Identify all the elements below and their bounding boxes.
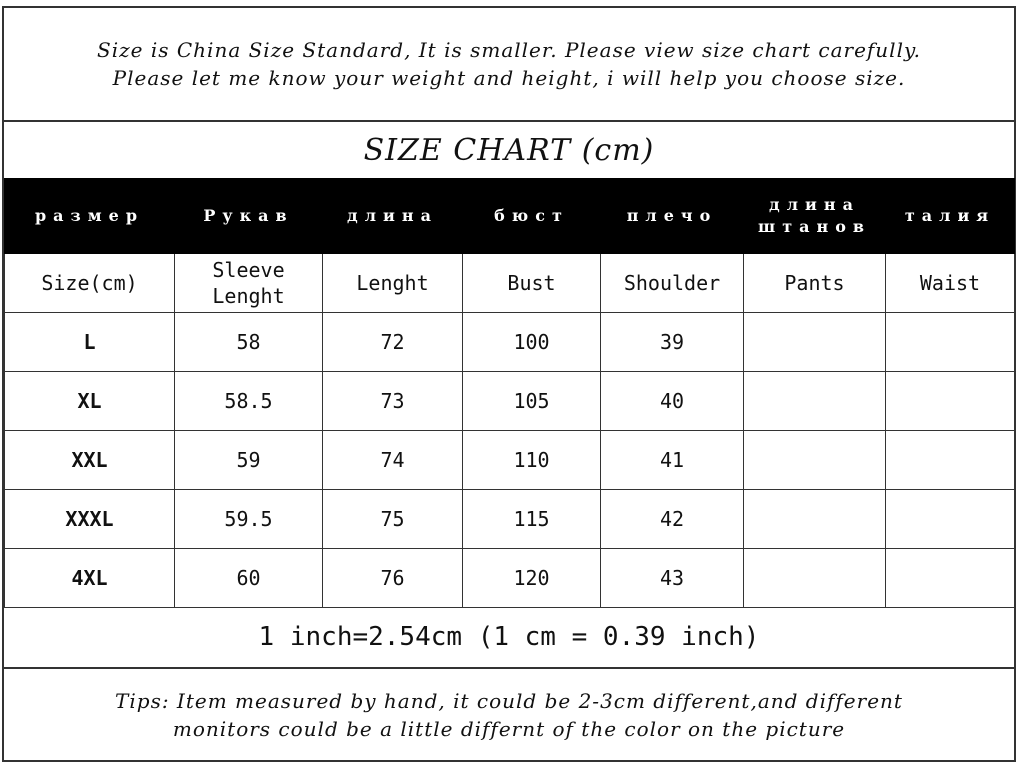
en-header-size: Size(cm) (5, 254, 175, 313)
en-header-bust: Bust (463, 254, 601, 313)
sleeve-cell: 58.5 (175, 372, 323, 431)
measurement-tips (4, 669, 1014, 760)
table-row (5, 313, 1015, 372)
shoulder-cell: 43 (601, 549, 744, 608)
size-chart-sheet (2, 6, 1016, 762)
tips-line-2: monitors could be a little differnt of the color on the picture (172, 716, 846, 741)
sleeve-cell: 60 (175, 549, 323, 608)
bust-cell: 100 (463, 313, 601, 372)
length-cell: 76 (323, 549, 463, 608)
size-cell: XXL (5, 431, 175, 490)
ru-header-length: длина (323, 179, 463, 254)
size-cell: XXXL (5, 490, 175, 549)
shoulder-cell: 42 (601, 490, 744, 549)
pants-cell (744, 313, 886, 372)
tips-line-1: Tips: Item measured by hand, it could be 2-3cm different,and different (115, 688, 903, 713)
length-cell: 73 (323, 372, 463, 431)
size-cell: 4XL (5, 549, 175, 608)
sleeve-cell: 59 (175, 431, 323, 490)
chart-title: SIZE CHART (cm) (363, 132, 655, 168)
pants-cell (744, 431, 886, 490)
ru-header-shoulder: плечо (601, 179, 744, 254)
waist-cell (886, 431, 1015, 490)
english-header-row (5, 254, 1015, 313)
en-header-waist: Waist (886, 254, 1015, 313)
size-cell: XL (5, 372, 175, 431)
length-cell: 75 (323, 490, 463, 549)
sleeve-cell: 59.5 (175, 490, 323, 549)
table-row (5, 372, 1015, 431)
en-header-sleeve: Sleeve Lenght (175, 254, 323, 313)
shoulder-cell: 39 (601, 313, 744, 372)
waist-cell (886, 549, 1015, 608)
ru-header-sleeve: Рукав (175, 179, 323, 254)
pants-cell (744, 549, 886, 608)
table-row (5, 490, 1015, 549)
pants-cell (744, 372, 886, 431)
ru-header-waist: талия (886, 179, 1015, 254)
bust-cell: 120 (463, 549, 601, 608)
bust-cell: 115 (463, 490, 601, 549)
waist-cell (886, 490, 1015, 549)
ru-header-bust: бюст (463, 179, 601, 254)
en-header-pants: Pants (744, 254, 886, 313)
waist-cell (886, 313, 1015, 372)
table-row (5, 431, 1015, 490)
en-header-shoulder: Shoulder (601, 254, 744, 313)
size-notice (4, 8, 1014, 122)
russian-header-row (5, 179, 1015, 254)
ru-header-size: размер (5, 179, 175, 254)
length-cell: 72 (323, 313, 463, 372)
sleeve-cell: 58 (175, 313, 323, 372)
shoulder-cell: 41 (601, 431, 744, 490)
notice-line-2: Please let me know your weight and height, i will help you choose size. (112, 66, 906, 90)
size-table (4, 178, 1015, 608)
pants-cell (744, 490, 886, 549)
bust-cell: 110 (463, 431, 601, 490)
length-cell: 74 (323, 431, 463, 490)
waist-cell (886, 372, 1015, 431)
size-cell: L (5, 313, 175, 372)
unit-conversion: 1 inch=2.54cm (1 cm = 0.39 inch) (4, 607, 1014, 669)
ru-header-pants: длина штанов (744, 179, 886, 254)
en-header-length: Lenght (323, 254, 463, 313)
table-row (5, 549, 1015, 608)
notice-line-1: Size is China Size Standard, It is smaller. Please view size chart carefully. (97, 38, 921, 62)
shoulder-cell: 40 (601, 372, 744, 431)
bust-cell: 105 (463, 372, 601, 431)
